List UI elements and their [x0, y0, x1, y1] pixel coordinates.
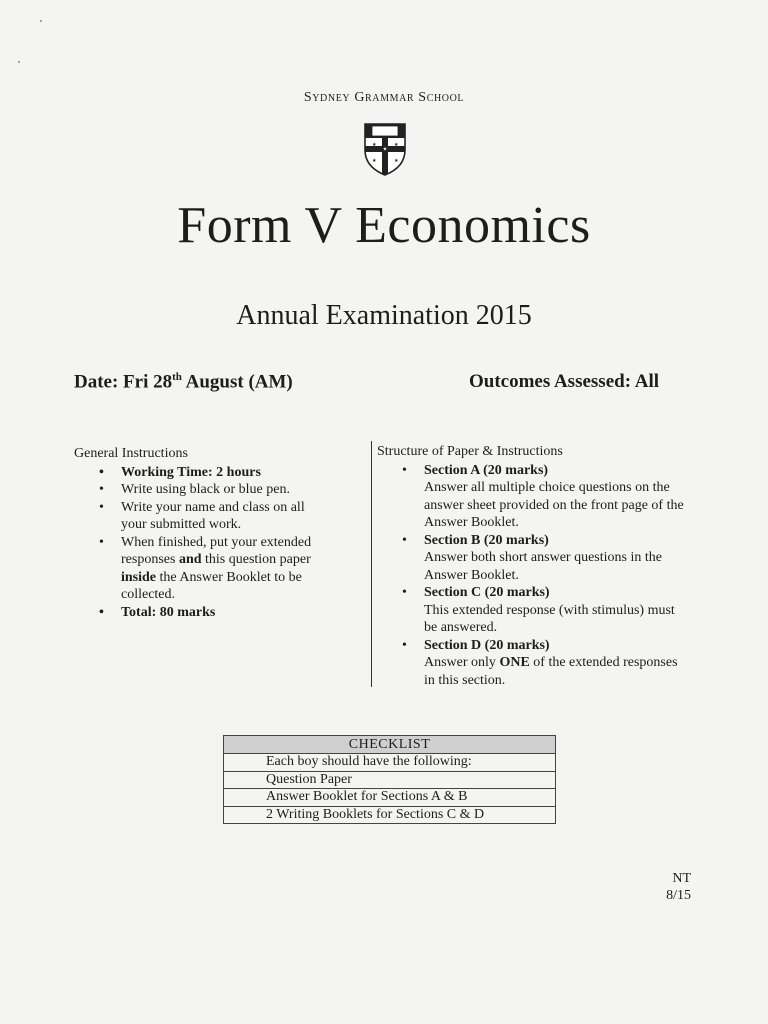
section-item	[377, 532, 687, 585]
svg-text:★: ★	[372, 143, 377, 148]
exam-subtitle: Annual Examination 2015	[236, 300, 532, 331]
checklist-header: CHECKLIST	[224, 736, 555, 754]
paper-structure-heading: Structure of Paper & Instructions	[377, 444, 563, 459]
section-title: • Section B (20 marks)	[424, 532, 549, 548]
instruction-item: • Total: 80 marks	[74, 604, 364, 622]
scan-speck	[40, 20, 42, 22]
svg-text:★: ★	[394, 143, 399, 148]
document-date-code: 8/15	[666, 888, 691, 903]
author-initials: NT	[672, 871, 691, 886]
section-item	[377, 637, 687, 690]
checklist-row: Answer Booklet for Sections A & B	[224, 789, 555, 807]
instruction-item: • When finished, put your extended responses and this question paper inside the Answer Booklet to be collected.	[74, 534, 364, 604]
svg-text:★: ★	[394, 159, 399, 164]
section-item	[377, 584, 687, 637]
general-instructions	[74, 445, 364, 621]
instruction-item: • Write your name and class on all your submitted work.	[74, 499, 364, 534]
svg-text:★: ★	[372, 159, 377, 164]
section-title: • Section C (20 marks)	[424, 585, 550, 600]
section-item	[377, 462, 687, 532]
paper-structure	[377, 443, 687, 689]
checklist-row: Each boy should have the following:	[224, 754, 555, 772]
general-instructions-heading: General Instructions	[74, 446, 188, 461]
document-code	[666, 870, 691, 904]
checklist-row: 2 Writing Booklets for Sections C & D	[266, 806, 485, 822]
instruction-item: • Write using black or blue pen.	[74, 481, 364, 499]
checklist-row: Question Paper	[224, 772, 555, 790]
school-name: Sydney Grammar School	[303, 90, 465, 105]
exam-title: Form V Economics	[177, 197, 591, 254]
section-title: • Section D (20 marks)	[424, 637, 550, 653]
column-divider	[371, 441, 372, 687]
exam-date: Date: Fri 28th August (AM)	[74, 371, 293, 393]
checklist-table	[223, 735, 556, 824]
scan-speck	[18, 61, 20, 63]
section-description: This extended response (with stimulus) must be answered.	[424, 602, 675, 635]
svg-text:★: ★	[382, 147, 388, 153]
section-description: Answer only ONE of the extended responses in this section.	[424, 655, 678, 688]
section-title: • Section A (20 marks)	[424, 462, 549, 478]
section-description: Answer both short answer questions in the Answer Booklet.	[424, 550, 662, 583]
outcomes-assessed: Outcomes Assessed: All	[469, 371, 659, 392]
school-crest-icon	[361, 120, 409, 176]
instruction-item: • Working Time: 2 hours	[74, 464, 364, 482]
section-description: Answer all multiple choice questions on the answer sheet provided on the front page of the Answer Booklet.	[424, 480, 684, 530]
